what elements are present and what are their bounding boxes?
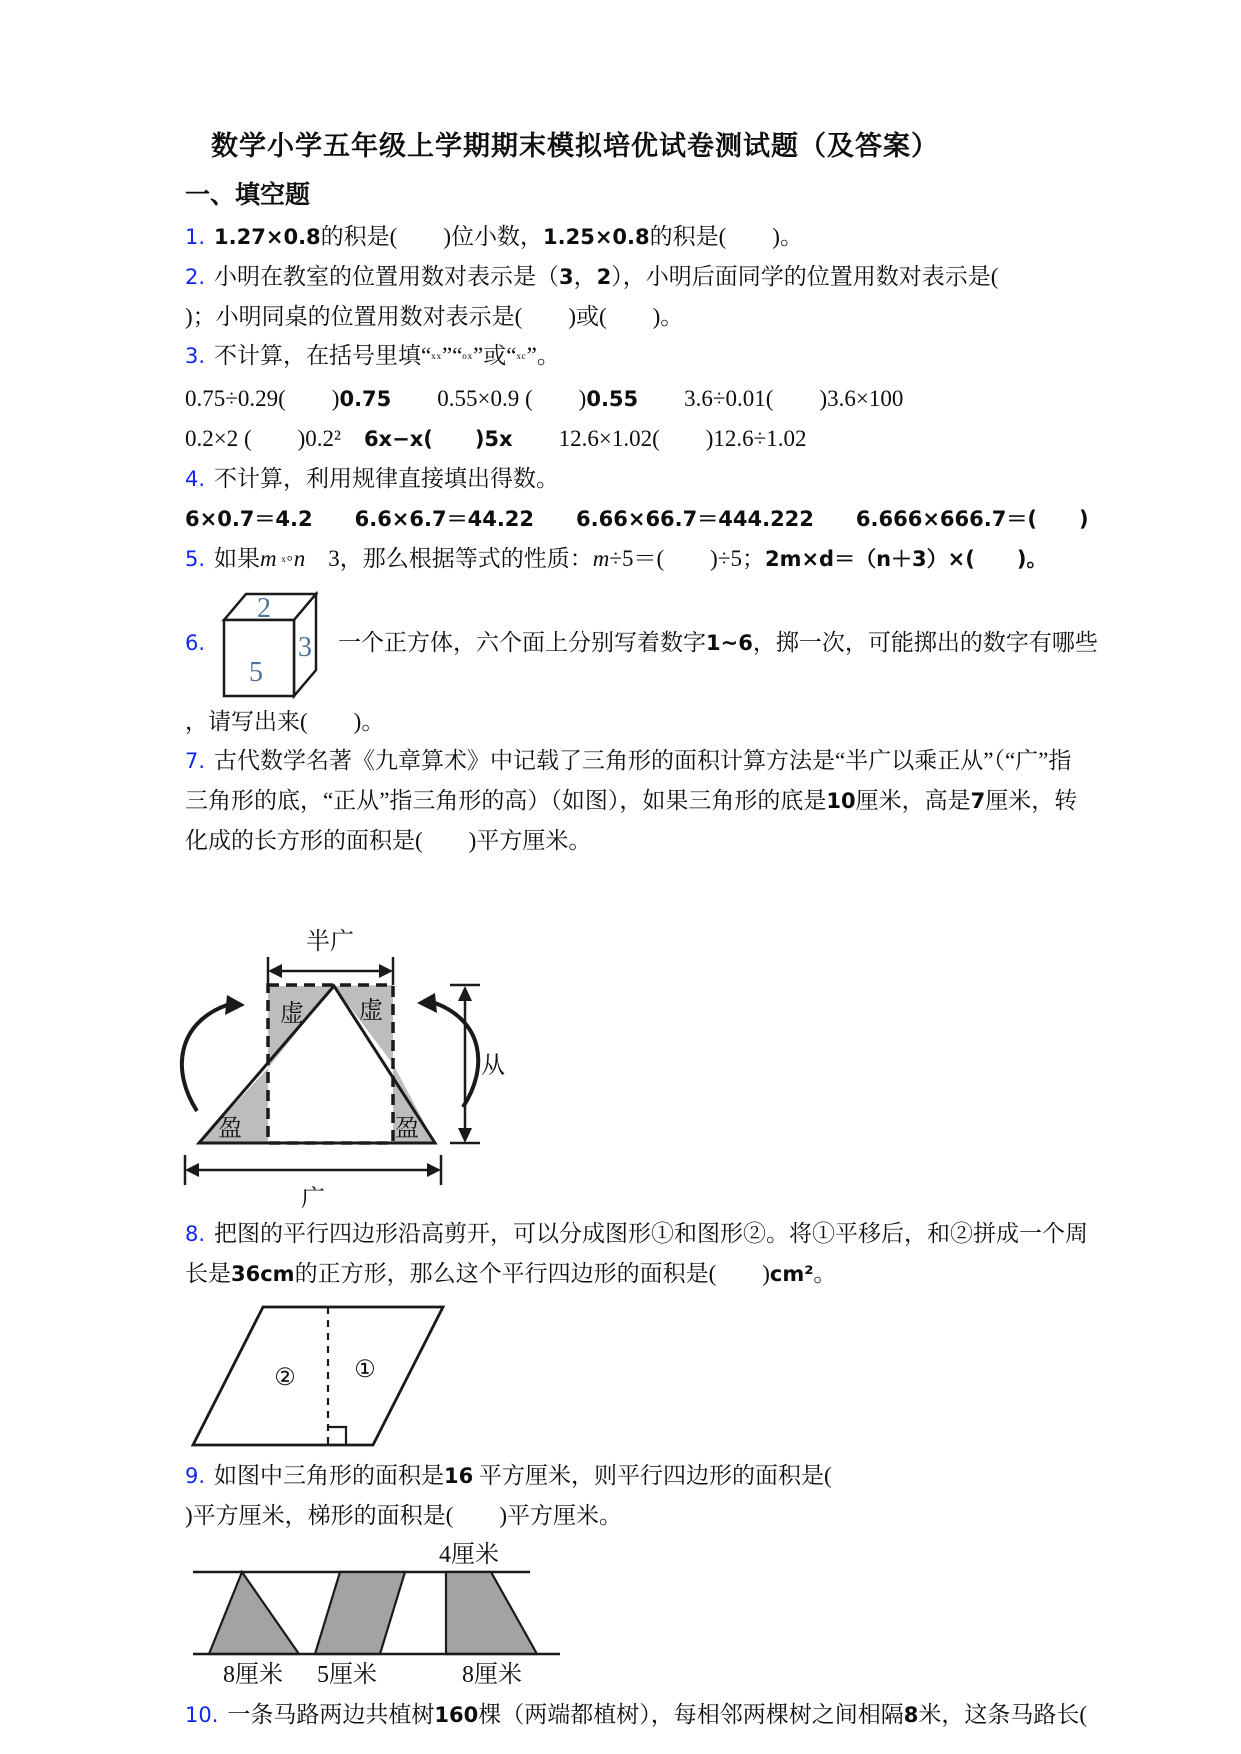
strip-trapezoid <box>446 1572 537 1654</box>
text-run: )；小明同桌的位置用数对表示是( )或( )。 <box>185 304 684 329</box>
text-run: ”。 <box>526 343 560 368</box>
text-run: 6×0.7＝4.2 6.6×6.7＝44.22 6.66×66.7＝444.222 6.666×666.7＝( ) <box>185 507 1089 531</box>
text-run: n <box>293 546 306 571</box>
text-run: 棵（两端都植树），每相邻两棵树之间相隔 <box>478 1702 904 1727</box>
question-number: 8. <box>185 1222 206 1246</box>
question-number: 9. <box>185 1464 206 1488</box>
text-run: 米，这条马路长( <box>918 1702 1088 1727</box>
question-line <box>185 499 1091 539</box>
question-10 <box>185 1695 1091 1735</box>
question-2 <box>185 257 1091 336</box>
text-run: m <box>260 546 277 571</box>
cube-side-number: 3 <box>298 632 313 663</box>
text-run: 古代数学名著《九章算术》中记载了三角形的面积计算方法是“半广以乘正从”（“广”指 <box>214 748 1072 773</box>
question-number: 3. <box>185 344 206 368</box>
strip-triangle <box>209 1572 299 1654</box>
text-run <box>638 386 684 411</box>
question-line <box>185 781 1091 821</box>
text-run: 化成的长方形的面积是( )平方厘米。 <box>185 828 592 853</box>
question-line <box>185 419 1091 459</box>
question-7 <box>185 741 1091 860</box>
empty-label-left: 虚 <box>280 1001 304 1027</box>
text-run: 160 <box>434 1703 479 1727</box>
text-run: 0.55×0.9 ( ) <box>437 386 587 411</box>
question-6-text <box>338 623 1098 663</box>
question-number: 4. <box>185 467 206 491</box>
text-run: 厘米，高是 <box>855 788 971 813</box>
question-4 <box>185 459 1091 539</box>
question-line <box>185 297 1091 336</box>
text-run: 3 <box>559 265 574 289</box>
text-run: 6x−x( )5x <box>363 427 513 451</box>
text-run <box>391 386 437 411</box>
text-run: 不计算，在括号里填“ <box>214 343 432 368</box>
half-width-label: 半广 <box>306 929 354 955</box>
text-run: 长是 <box>185 1261 231 1286</box>
triangle-base-label: 8厘米 <box>223 1662 283 1688</box>
text-run: ᵒˣ <box>462 351 474 367</box>
question-number: 2. <box>185 265 206 289</box>
question-number: 5. <box>185 547 206 571</box>
text-run: 不计算，利用规律直接填出得数。 <box>214 466 560 491</box>
text-run: 36cm <box>231 1262 295 1286</box>
question-line <box>185 336 1091 379</box>
base-label: 广 <box>301 1186 325 1209</box>
surplus-label-right: 盈 <box>395 1116 419 1142</box>
text-run: 的积是( )。 <box>649 224 803 249</box>
question-line <box>185 379 1091 419</box>
text-run: m <box>592 546 610 571</box>
text-run: 1~6 <box>706 631 753 655</box>
text-run: 2 <box>596 265 612 289</box>
text-run: 的积是( )位小数， <box>320 224 543 249</box>
shapes-between-parallel-lines-figure <box>185 1540 1091 1690</box>
question-line <box>185 821 1091 860</box>
text-run: 小明在教室的位置用数对表示是（ <box>214 264 560 289</box>
question-line <box>185 1254 1091 1294</box>
question-3 <box>185 336 1091 459</box>
text-run: 0.75 <box>339 387 392 411</box>
rotate-arrow-right <box>435 1003 478 1107</box>
text-run: ），小明后面同学的位置用数对表示是( <box>611 264 999 289</box>
parallelogram-figure <box>185 1299 1091 1451</box>
text-run: 把图的平行四边形沿高剪开，可以分成图形①和图形②。将①平移后，和②拼成一个周 <box>214 1221 1089 1246</box>
text-run: ˣˣ <box>431 351 442 367</box>
question-line <box>185 217 1091 257</box>
section-heading: 一、填空题 <box>185 182 311 209</box>
question-9 <box>185 1456 1091 1535</box>
question-line <box>185 702 1091 741</box>
trapezoid-base-label: 8厘米 <box>462 1662 522 1688</box>
question-5 <box>185 539 1091 582</box>
text-run: 8 <box>903 1703 919 1727</box>
text-run: 如图中三角形的面积是 <box>214 1463 445 1488</box>
question-number: 1. <box>185 225 206 249</box>
question-number: 6. <box>185 631 206 655</box>
text-run: ， <box>573 264 597 289</box>
text-run: 一条马路两边共植树 <box>227 1702 435 1727</box>
text-run: 平方厘米，则平行四边形的面积是( <box>473 1463 832 1488</box>
question-line <box>185 257 1091 297</box>
question-line <box>185 741 1091 781</box>
cube-top-number: 2 <box>257 593 272 624</box>
height-label: 从 <box>481 1053 505 1079</box>
rotate-arrow-left <box>182 1005 227 1111</box>
text-run: 2m×d＝（n＋3）×( )。 <box>764 547 1048 571</box>
question-number: 7. <box>185 749 206 773</box>
parallelogram-outline <box>193 1307 443 1445</box>
part-2-label: ② <box>274 1365 296 1391</box>
empty-region-right <box>334 985 393 1064</box>
text-run: 10 <box>826 789 856 813</box>
text-run: ”“ <box>441 343 463 368</box>
question-line <box>185 1456 1091 1496</box>
question-6 <box>185 584 1098 702</box>
text-run: 如果 <box>214 546 261 571</box>
question-1 <box>185 217 1091 257</box>
text-run: 0.2×2 ( )0.2² <box>185 426 364 451</box>
text-run: cm² <box>769 1262 814 1286</box>
text-run: 的正方形，那么这个平行四边形的面积是( ) <box>294 1261 770 1286</box>
strip-parallelogram <box>315 1572 405 1654</box>
text-run: ˣ° <box>276 554 294 570</box>
question-line <box>338 623 1098 663</box>
triangle-to-rectangle-figure <box>163 865 1091 1209</box>
text-run: 。 <box>813 1261 837 1286</box>
question-line <box>185 459 1091 499</box>
text-run: 一个正方体，六个面上分别写着数字 <box>338 630 707 655</box>
text-run: ”或“ <box>473 343 517 368</box>
rotate-arrow-right-head <box>417 993 437 1013</box>
text-run: 12.6×1.02( )12.6÷1.02 <box>512 426 807 451</box>
cube-figure <box>216 584 328 702</box>
text-run: 7 <box>970 789 986 813</box>
text-run: 3.6÷0.01( )3.6×100 <box>684 386 904 411</box>
text-run: 1.27×0.8 <box>214 225 321 249</box>
question-line <box>185 1695 1091 1735</box>
page-title: 数学小学五年级上学期期末模拟培优试卷测试题（及答案） <box>211 131 939 161</box>
question-line <box>185 1496 1091 1535</box>
text-run: 16 <box>444 1464 474 1488</box>
cube-front-number: 5 <box>249 657 264 688</box>
text-run: ÷5＝( )÷5； <box>609 546 765 571</box>
part-1-label: ① <box>354 1357 376 1383</box>
text-run: 厘米，转 <box>985 788 1078 813</box>
strip-top-length-label: 4厘米 <box>439 1542 499 1568</box>
text-run: ，掷一次，可能掷出的数字有哪些 <box>752 630 1098 655</box>
question-number: 10. <box>185 1703 219 1727</box>
question-6-continuation <box>185 702 1091 741</box>
text-run: )平方厘米，梯形的面积是( )平方厘米。 <box>185 1503 622 1528</box>
question-line <box>185 539 1091 582</box>
rotate-arrow-left-head <box>225 995 245 1015</box>
text-run: ˣᶜ <box>516 351 527 367</box>
right-angle-mark <box>328 1427 346 1445</box>
text-run: 0.75÷0.29( ) <box>185 386 340 411</box>
text-run: 1.25×0.8 <box>543 225 650 249</box>
text-run: 3，那么根据等式的性质： <box>305 546 593 571</box>
question-line <box>185 1214 1091 1254</box>
text-run: ，请写出来( )。 <box>185 709 385 734</box>
text-run: 0.55 <box>586 387 639 411</box>
surplus-label-left: 盈 <box>218 1116 242 1142</box>
question-8 <box>185 1214 1091 1294</box>
empty-label-right: 虚 <box>359 998 383 1024</box>
parallelogram-base-label: 5厘米 <box>317 1662 377 1688</box>
text-run: 三角形的底，“正从”指三角形的高）（如图），如果三角形的底是 <box>185 788 827 813</box>
